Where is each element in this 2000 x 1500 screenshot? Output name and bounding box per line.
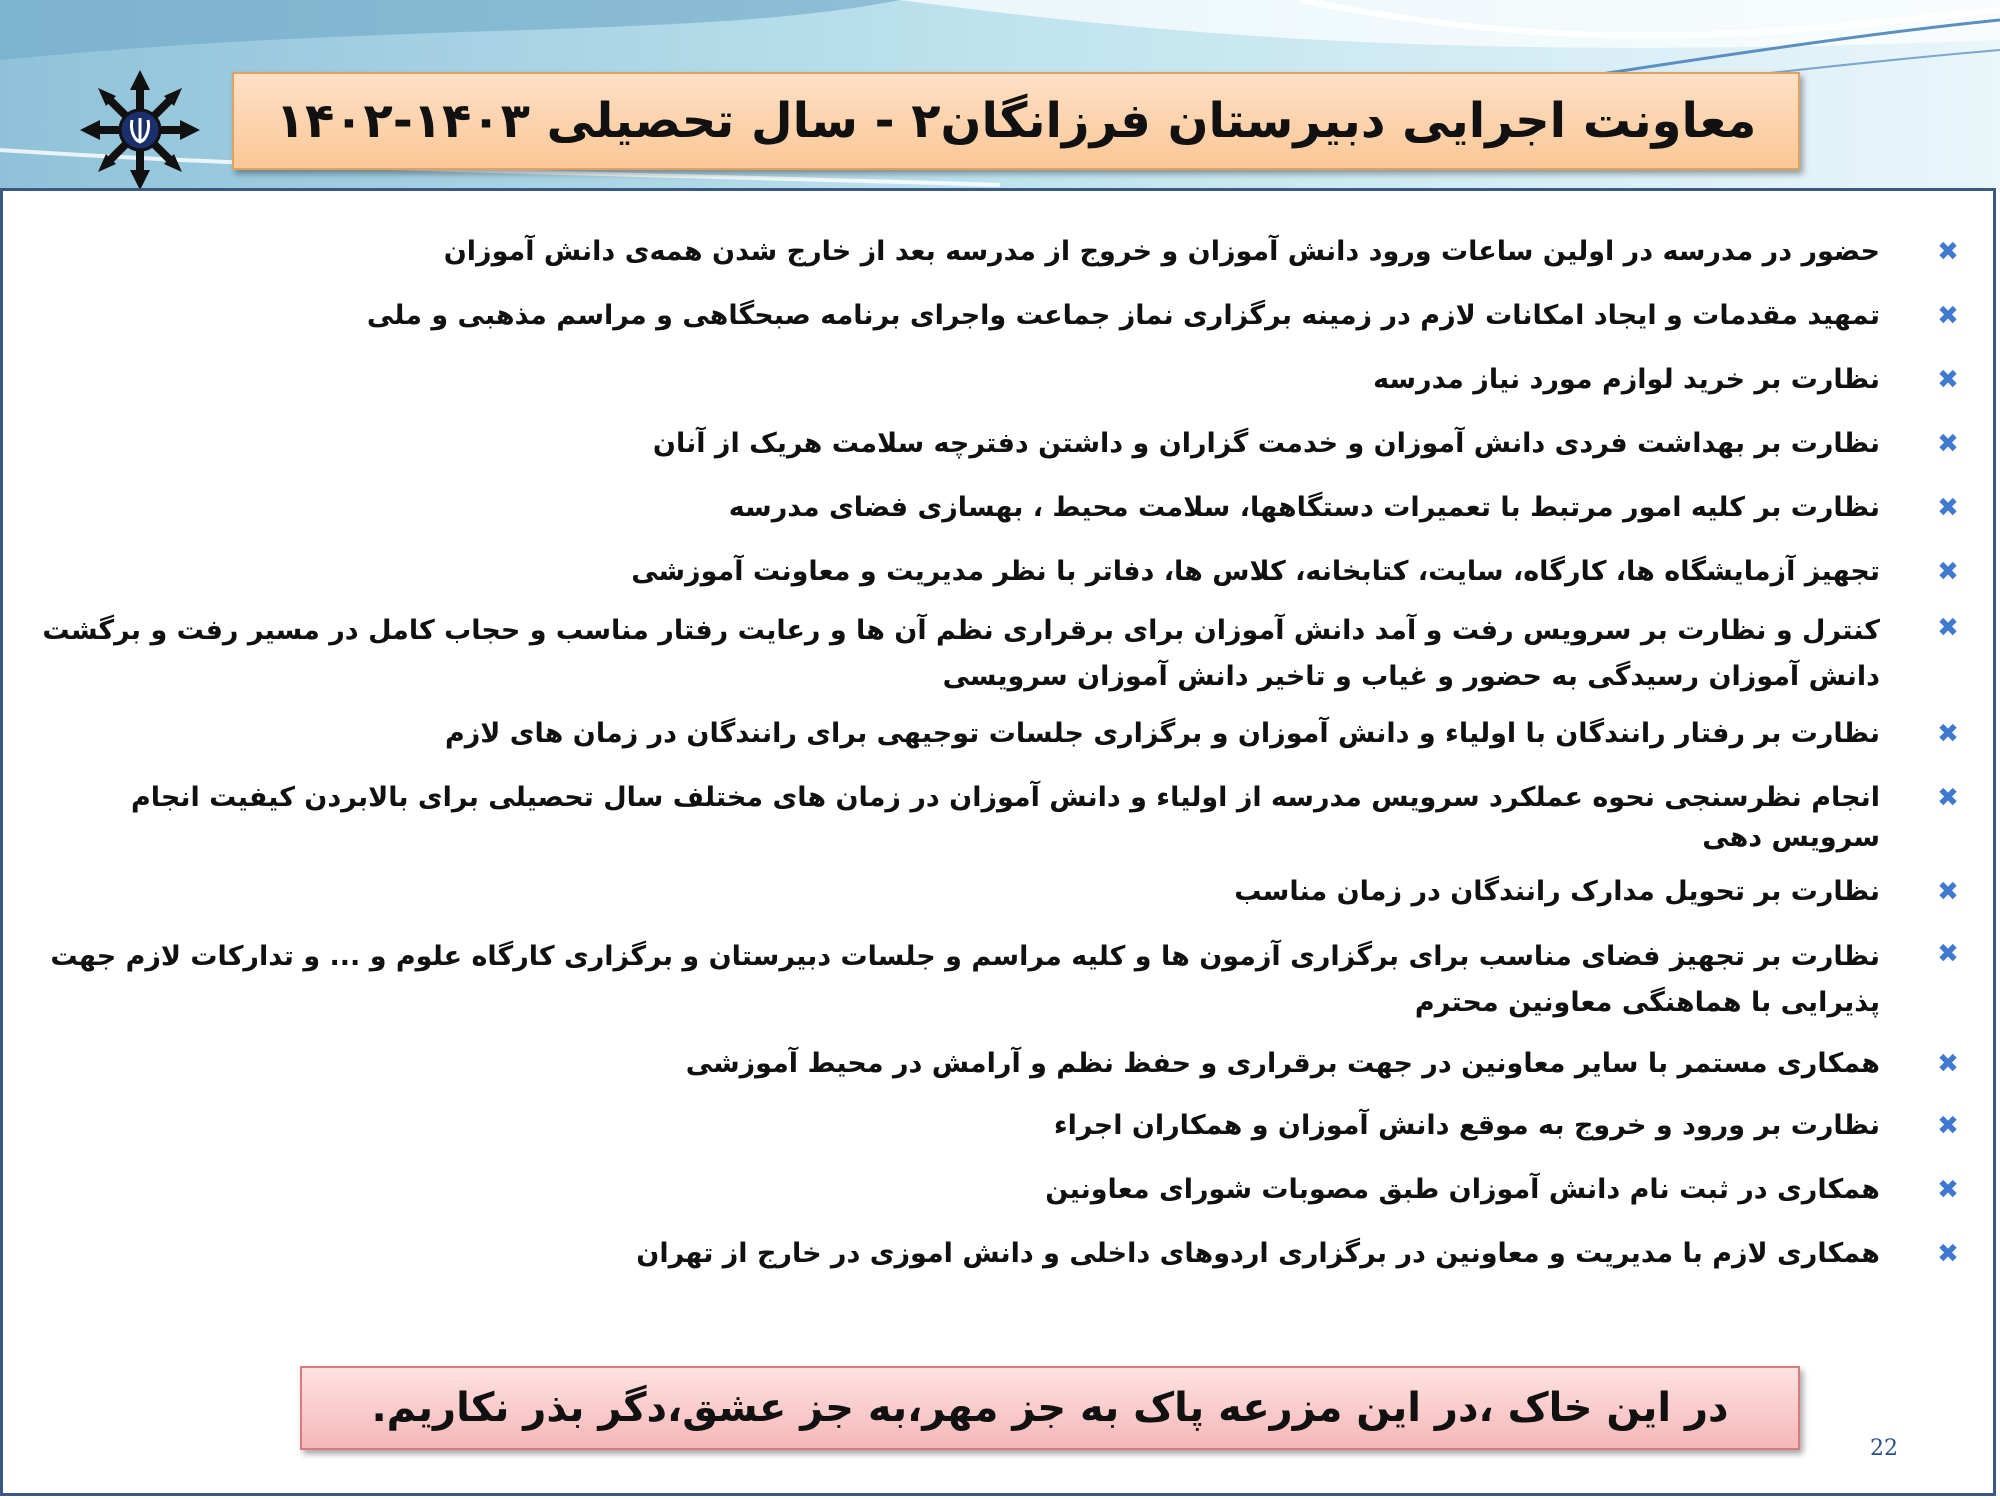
bullet-x-icon: ✖ [1937, 1239, 1959, 1269]
list-item [32, 1234, 1959, 1274]
bullet-x-icon: ✖ [1937, 719, 1959, 749]
bullet-x-icon: ✖ [1937, 237, 1959, 267]
bullet-x-icon: ✖ [1937, 301, 1959, 331]
list-item [32, 872, 1959, 912]
bullet-x-icon: ✖ [1937, 939, 1959, 969]
list-item-text: تمهید مقدمات و ایجاد امکانات لازم در زمینه برگزاری نماز جماعت واجرای برنامه صبحگاهی و مراسم مذهبی و ملی [366, 300, 1880, 331]
list-item [32, 232, 1959, 272]
list-item-text: نظارت بر رفتار رانندگان با اولیاء و دانش آموزان و برگزاری جلسات توجیهی برای رانندگان در زمان های لازم [444, 718, 1880, 749]
list-item-text: نظارت بر تحویل مدارک رانندگان در زمان مناسب [1234, 876, 1880, 907]
bullet-x-icon: ✖ [1937, 783, 1959, 813]
list-item [32, 934, 1959, 1026]
bullet-x-icon: ✖ [1937, 1175, 1959, 1205]
list-item-text: نظارت بر کلیه امور مرتبط با تعمیرات دستگاهها، سلامت محیط ، بهسازی فضای مدرسه [728, 492, 1880, 523]
list-item [32, 778, 1959, 858]
list-item-text: انجام نظرسنجی نحوه عملکرد سرویس مدرسه از اولیاء و دانش آموزان در زمان های مختلف سال تحصیلی برای بالابردن کیفیت انجام سرویس دهی [130, 782, 1880, 853]
bullet-x-icon: ✖ [1937, 429, 1959, 459]
slide-title-box [232, 72, 1800, 170]
list-item [32, 1106, 1959, 1146]
bullet-x-icon: ✖ [1937, 1111, 1959, 1141]
list-item [32, 296, 1959, 336]
list-item-text: همکاری لازم با مدیریت و معاونین در برگزاری اردوهای داخلی و دانش اموزی در خارج از تهران [636, 1238, 1880, 1269]
bullet-x-icon: ✖ [1937, 613, 1959, 643]
list-item [32, 552, 1959, 592]
list-item [32, 488, 1959, 528]
bullet-x-icon: ✖ [1937, 493, 1959, 523]
list-item-text: همکاری مستمر با سایر معاونین در جهت برقراری و حفظ نظم و آرامش در محیط آموزشی [685, 1048, 1880, 1079]
list-item [32, 714, 1959, 754]
list-item-text: کنترل و نظارت بر سرویس رفت و آمد دانش آموزان برای برقراری نظم آن ها و رعایت رفتار مناسب و حجاب کامل در مسیر رفت و برگشت دانش آموزان رسیدگی به حضور و غیاب و تاخیر دانش آموزان سرویسی [42, 615, 1880, 692]
list-item [32, 608, 1959, 700]
duties-list [32, 228, 1959, 1274]
list-item [32, 360, 1959, 400]
list-item [32, 1044, 1959, 1084]
page-number: 22 [1870, 1436, 1898, 1461]
bullet-x-icon: ✖ [1937, 1049, 1959, 1079]
list-item-text: نظارت بر بهداشت فردی دانش آموزان و خدمت گزاران و داشتن دفترچه سلامت هریک از آنان [652, 428, 1880, 459]
organization-emblem-icon [80, 70, 200, 190]
bullet-x-icon: ✖ [1937, 557, 1959, 587]
list-item-text: همکاری در ثبت نام دانش آموزان طبق مصوبات شورای معاونین [1045, 1174, 1880, 1205]
list-item-text: نظارت بر تجهیز فضای مناسب برای برگزاری آزمون ها و کلیه مراسم و جلسات دبیرستان و برگزاری کارگاه علوم و ... و تدارکات لازم جهت پذیرایی با هماهنگی معاونین محترم [50, 941, 1880, 1018]
list-item [32, 1170, 1959, 1210]
list-item-text: نظارت بر خرید لوازم مورد نیاز مدرسه [1373, 364, 1880, 395]
slide-title: معاونت اجرایی دبیرستان فرزانگان۲ - سال تحصیلی ۱۴۰۳-۱۴۰۲ [275, 93, 1757, 149]
list-item [32, 424, 1959, 464]
list-item-text: نظارت بر ورود و خروج به موقع دانش آموزان و همکاران اجراء [1053, 1110, 1880, 1141]
bullet-x-icon: ✖ [1937, 365, 1959, 395]
list-item-text: تجهیز آزمایشگاه ها، کارگاه، سایت، کتابخانه، کلاس ها، دفاتر با نظر مدیریت و معاونت آموزشی [631, 556, 1880, 587]
bullet-x-icon: ✖ [1937, 877, 1959, 907]
footer-quote: در این خاک ،در این مزرعه پاک به جز مهر،به جز عشق،دگر بذر نکاریم. [371, 1385, 1729, 1431]
footer-quote-box [300, 1366, 1800, 1450]
list-item-text: حضور در مدرسه در اولین ساعات ورود دانش آموزان و خروج از مدرسه بعد از خارج شدن همه‌ی دانش آموزان [443, 236, 1880, 267]
